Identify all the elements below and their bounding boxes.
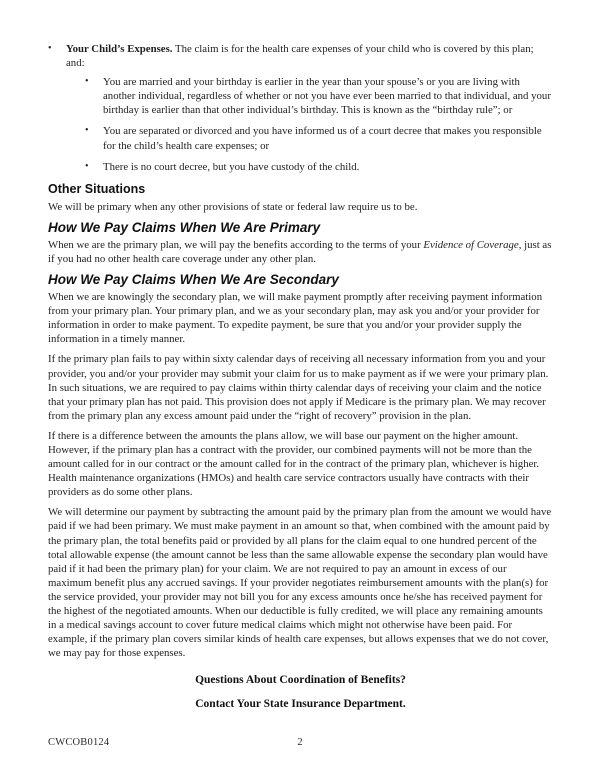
page-content (48, 42, 553, 712)
paragraph-secondary-4: We will determine our payment by subtracting the amount paid by the primary plan from the amount we would have paid if we had been primary. We must make payment in an amount so that, when combined with the amount paid by the primary plan, the total benefits paid or provided by all plans for the claim equal to one hundred percent of the total allowable expense (the amount cannot be less than the same allowable expense the secondary plan would have paid if it had been the primary plan) for your claim. We are not required to pay an amount in excess of our maximum benefit plus any accrued savings. If your provider negotiates reimbursement amounts with the plan(s) for the service provided, your provider may not bill you for any excess amounts once he/she has received payment for the highest of the negotiated amounts. When our deductible is fully credited, we will place any remaining amounts in a medical savings account to cover future medical claims which might not otherwise have been paid. For example, if the primary plan covers similar kinds of health care expenses, but allows expenses that we do not cover, we may pay for those expenses. (48, 506, 552, 660)
footer-page-number: 2 (297, 737, 303, 748)
bullet-lead-your-childs-expenses: Your Child’s Expenses. (66, 43, 173, 55)
paragraph-secondary-2: If the primary plan fails to pay within sixty calendar days of receiving all necessary information from you and your provider, you and/or your provider may submit your claim for us to make payment as if we were your primary plan. In such situations, we are required to pay claims within thirty calendar days of receiving your claim and the notice that your primary plan has not paid. This provision does not apply if Medicare is the primary plan. We may recover from the primary plan any excess amount paid under the “right of recovery” provision in the plan. (48, 353, 549, 422)
paragraph-primary-pre: When we are the primary plan, we will pay the benefits according to the terms of your (48, 238, 424, 251)
sub-bullet-list (85, 75, 553, 174)
sub-bullet-text-birthday-rule: You are married and your birthday is earlier in the year than your spouse’s or you are living with another individual, regardless of whether or not you have ever been married to that individual, and your birthday is earlier than that other individual’s birthday. This is known as the “birthday rule”; or (103, 76, 551, 117)
bullet-text (66, 42, 553, 174)
heading-how-we-pay-secondary: How We Pay Claims When We Are Secondary (48, 272, 339, 288)
closing-contact: Contact Your State Insurance Department. (195, 698, 406, 711)
bullet-icon: • (48, 43, 52, 54)
paragraph-primary (48, 238, 553, 266)
evidence-of-coverage-italic: Evidence of Coverage (423, 238, 519, 251)
bullet-icon: • (85, 125, 89, 137)
sub-bullet-item-custody (85, 160, 553, 174)
closing-question: Questions About Coordination of Benefits? (195, 674, 406, 687)
heading-other-situations: Other Situations (48, 181, 146, 196)
paragraph-other-situations: We will be primary when any other provisions of state or federal law require us to be. (48, 200, 418, 213)
sub-bullet-item-court-decree (85, 124, 553, 152)
bullet-body-your-childs-expenses: The claim is for the health care expenses of your child who is covered by this plan; and: (66, 43, 534, 70)
bullet-icon: • (85, 160, 89, 172)
sub-bullet-item-birthday-rule (85, 75, 553, 117)
bullet-icon: • (85, 76, 89, 88)
bullet-item-your-childs-expenses (48, 42, 553, 174)
footer-form-number: CWCOB0124 (48, 737, 110, 748)
sub-bullet-text-custody: There is no court decree, but you have custody of the child. (103, 160, 360, 173)
sub-bullet-text-court-decree: You are separated or divorced and you have informed us of a court decree that makes you responsible for the child’s health care expenses; or (103, 125, 542, 152)
paragraph-secondary-1: When we are knowingly the secondary plan, we will make payment promptly after receiving payment information from your primary plan. Your primary plan, and we as your secondary plan, may ask you and/or your provider for information in order to make payment. To expedite payment, be sure that you and/or your provider supply the information in a timely manner. (48, 291, 543, 346)
closing-block (48, 673, 553, 711)
paragraph-primary-post: , just as if you had no other health care coverage under any other plan. (48, 238, 552, 265)
paragraph-secondary-3: If there is a difference between the amounts the plans allow, we will base our payment on the higher amount. However, if the primary plan has a contract with the provider, our combined payments will not be more than the amount called for in our contract or the amount called for in the contract of the primary plan, whichever is higher. Health maintenance organizations (HMOs) and health care service contractors usually have contracts with their providers as do some other plans. (48, 429, 540, 499)
heading-how-we-pay-primary: How We Pay Claims When We Are Primary (48, 219, 321, 235)
